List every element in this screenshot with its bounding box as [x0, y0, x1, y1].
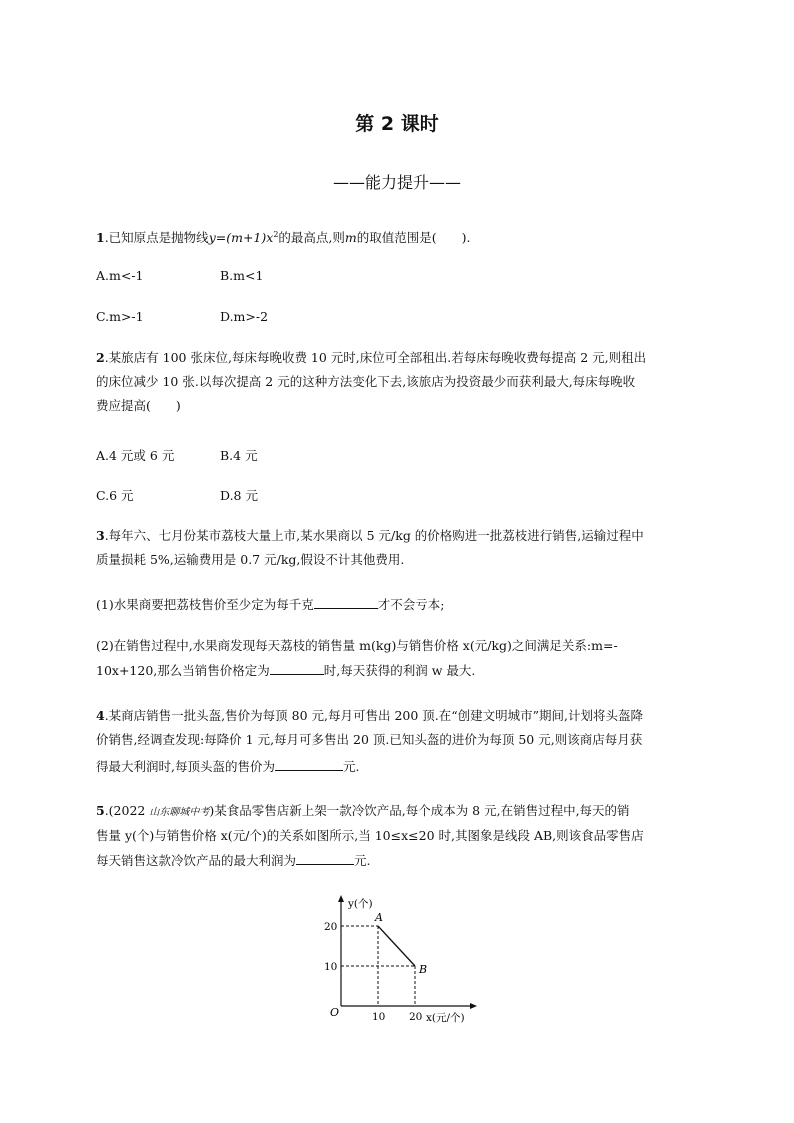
- question-4: [96, 706, 643, 724]
- question-text: 价销售,经调查发现:每降价 1 元,每月可多售出 20 顶.已知头盔的进价为每顶 50 元,则该商店每月获: [96, 732, 643, 747]
- question-text: .(2022: [104, 803, 150, 818]
- segment-ab: [378, 926, 415, 966]
- option-b: B.4 元: [220, 448, 258, 463]
- y-axis-label: y(个): [348, 898, 373, 910]
- question-number: 4: [96, 708, 105, 723]
- x-axis-arrow: [470, 1003, 477, 1009]
- variable: m: [344, 230, 357, 245]
- question-text: 费应提高( ): [96, 398, 181, 413]
- answer-blank: [275, 758, 343, 771]
- question-3: [96, 526, 644, 544]
- question-number: 2: [96, 350, 105, 365]
- y-tick-label: 10: [324, 961, 338, 973]
- question-text-blank: [96, 757, 359, 775]
- question-text: 的最高点,则: [278, 230, 345, 245]
- option-b: B.m<1: [220, 268, 264, 283]
- option-d: D.m>-2: [220, 309, 269, 324]
- question-text: 的取值范围是( ).: [356, 230, 471, 245]
- option-a: A.m<-1: [96, 268, 144, 283]
- question-number: 3: [96, 528, 105, 543]
- question-text: )某食品零售店新上架一款冷饮产品,每个成本为 8 元,在销售过程中,每天的销: [209, 803, 630, 818]
- y-axis-arrow: [338, 895, 344, 902]
- option-d: D.8 元: [220, 488, 258, 503]
- question-number: 1: [96, 230, 105, 245]
- option-c: C.m>-1: [96, 309, 144, 324]
- question-text: 元.: [354, 853, 371, 868]
- origin-label: O: [330, 1006, 340, 1019]
- question-5: [96, 801, 630, 819]
- exponent: 2: [273, 229, 279, 239]
- question-text: .已知原点是抛物线: [104, 230, 209, 245]
- question-number: 5: [96, 803, 105, 818]
- question-text: 售量 y(个)与销售价格 x(元/个)的关系如图所示,当 10≤x≤20 时,其图象是线段 AB,则该食品零售店: [96, 828, 644, 843]
- question-text: 的床位减少 10 张.以每次提高 2 元的这种方法变化下去,该旅店为投资最少而获利最大,每床每晚收: [96, 374, 636, 389]
- option-c: C.6 元: [96, 488, 134, 503]
- question-text: .某商店销售一批头盔,售价为每顶 80 元,每月可售出 200 顶.在“创建文明城市”期间,计划将头盔降: [104, 708, 644, 723]
- point-label-a: A: [375, 911, 383, 924]
- question-2: [96, 348, 646, 366]
- x-tick-label: 10: [372, 1011, 386, 1023]
- answer-blank: [314, 596, 378, 609]
- answer-blank: [270, 662, 324, 675]
- formula: y=(m+1)x: [208, 230, 274, 245]
- sub-question-2-cont: [96, 661, 475, 679]
- question-text: (1)水果商要把荔枝售价至少定为每千克: [96, 597, 314, 612]
- y-tick-label: 20: [324, 921, 338, 933]
- question-text: .某旅店有 100 张床位,每床每晚收费 10 元时,床位可全部租出.若每床每晚收费每提高 2 元,则租出: [104, 350, 647, 365]
- question-text-blank: [96, 851, 371, 869]
- point-label-b: B: [419, 963, 428, 976]
- question-text: 元.: [342, 759, 360, 774]
- answer-blank: [296, 852, 354, 865]
- sales-graph: [310, 888, 490, 1038]
- page-title: 第 2 课时: [355, 113, 439, 135]
- question-text: 时,每天获得的利润 w 最大.: [323, 663, 476, 678]
- question-text: 质量损耗 5%,运输费用是 0.7 元/kg,假设不计其他费用.: [96, 552, 405, 567]
- question-text: .每年六、七月份某市荔枝大量上市,某水果商以 5 元/kg 的价格购进一批荔枝进行销售,运输过程中: [104, 528, 644, 543]
- x-axis-label: x(元/个): [426, 1012, 465, 1024]
- option-a: A.4 元或 6 元: [96, 448, 175, 463]
- question-text: 10x+120,那么当销售价格定为: [96, 663, 270, 678]
- question-text: 才不会亏本;: [377, 597, 445, 612]
- section-title: ——能力提升——: [332, 173, 461, 192]
- question-text: 每天销售这款冷饮产品的最大利润为: [96, 853, 297, 868]
- source-note: 山东聊城中考: [149, 807, 210, 818]
- x-tick-label: 20: [409, 1011, 423, 1023]
- sub-question-2: (2)在销售过程中,水果商发现每天荔枝的销售量 m(kg)与销售价格 x(元/kg)之间满足关系:m=-: [96, 638, 618, 653]
- question-1: [96, 228, 470, 246]
- sub-question-1: [96, 595, 444, 613]
- question-text: 得最大利润时,每顶头盔的售价为: [96, 759, 275, 774]
